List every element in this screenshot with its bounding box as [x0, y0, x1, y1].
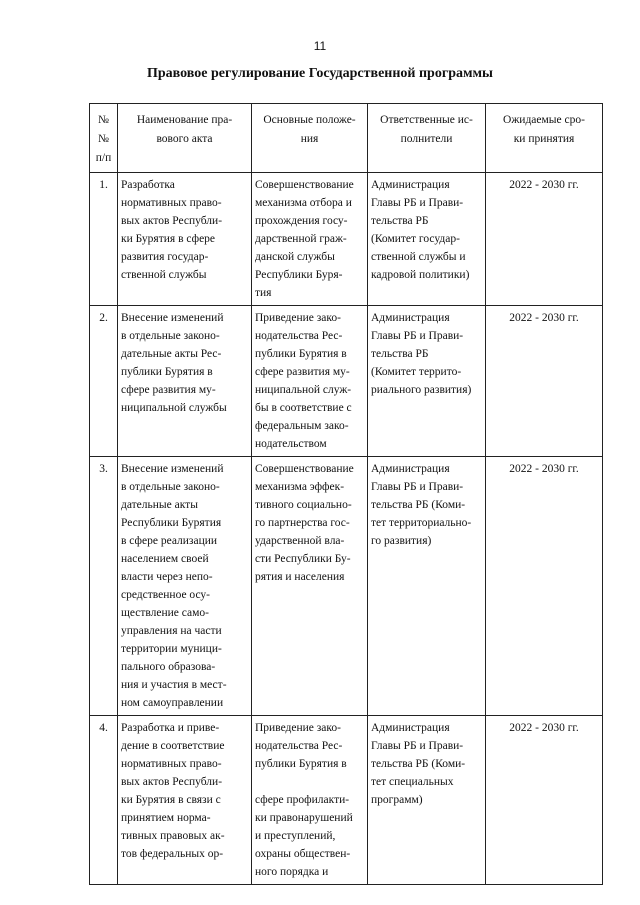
table-row [90, 306, 603, 457]
term-cell: 2022 - 2030 гг. [486, 173, 603, 306]
provisions-cell: Совершенствование механизма отбора и прохождения госу- дарственной граж- данской службы Республики Буря- тия [252, 173, 368, 306]
act-name-cell: Внесение изменений в отдельные законо- дательные акты Республики Бурятия в сфере реализации населением своей власти через непо- средственное осу- ществление само- управления на части территории муници- пального образова- ния и участия в мест- ном самоуправлении [118, 457, 252, 716]
table-row [90, 173, 603, 306]
term-cell: 2022 - 2030 гг. [486, 457, 603, 716]
header-act-name: Наименование пра- вового акта [118, 104, 252, 173]
executors-cell: Администрация Главы РБ и Прави- тельства РБ (Комитет государ- ственной службы и кадровой политики) [368, 173, 486, 306]
header-provisions: Основные положе- ния [252, 104, 368, 173]
header-number: №№ п/п [90, 104, 118, 173]
table-row [90, 457, 603, 716]
legal-regulation-table [89, 103, 603, 885]
row-number: 4. [90, 716, 118, 885]
act-name-cell: Разработка нормативных право- вых актов Республи- ки Бурятия в сфере развития государ- ственной службы [118, 173, 252, 306]
header-executors: Ответственные ис- полнители [368, 104, 486, 173]
provisions-cell: Приведение зако- нодательства Рес- публики Бурятия в сфере профилакти- ки правонарушений и преступлений, охраны обществен- ного порядка и [252, 716, 368, 885]
table-header-row [90, 104, 603, 173]
table-row [90, 716, 603, 885]
row-number: 3. [90, 457, 118, 716]
row-number: 1. [90, 173, 118, 306]
page-number: 11 [313, 39, 327, 53]
provisions-cell: Совершенствование механизма эффек- тивного социально- го партнерства гос- ударственной вла- сти Республики Бу- рятия и населения [252, 457, 368, 716]
term-cell: 2022 - 2030 гг. [486, 306, 603, 457]
header-term: Ожидаемые сро- ки принятия [486, 104, 603, 173]
act-name-cell: Разработка и приве- дение в соответствие нормативных право- вых актов Республи- ки Бурятия в связи с принятием норма- тивных правовых ак- тов федеральных ор- [118, 716, 252, 885]
executors-cell: Администрация Главы РБ и Прави- тельства РБ (Коми- тет специальных программ) [368, 716, 486, 885]
term-cell: 2022 - 2030 гг. [486, 716, 603, 885]
act-name-cell: Внесение изменений в отдельные законо- дательные акты Рес- публики Бурятия в сфере развития му- ниципальной службы [118, 306, 252, 457]
document-title: Правовое регулирование Государственной программы [146, 66, 493, 81]
provisions-cell: Приведение зако- нодательства Рес- публики Бурятия в сфере развития му- ниципальной служ- бы в соответствие с федеральным зако- нодательством [252, 306, 368, 457]
row-number: 2. [90, 306, 118, 457]
executors-cell: Администрация Главы РБ и Прави- тельства РБ (Коми- тет территориально- го развития) [368, 457, 486, 716]
executors-cell: Администрация Главы РБ и Прави- тельства РБ (Комитет террито- риального развития) [368, 306, 486, 457]
